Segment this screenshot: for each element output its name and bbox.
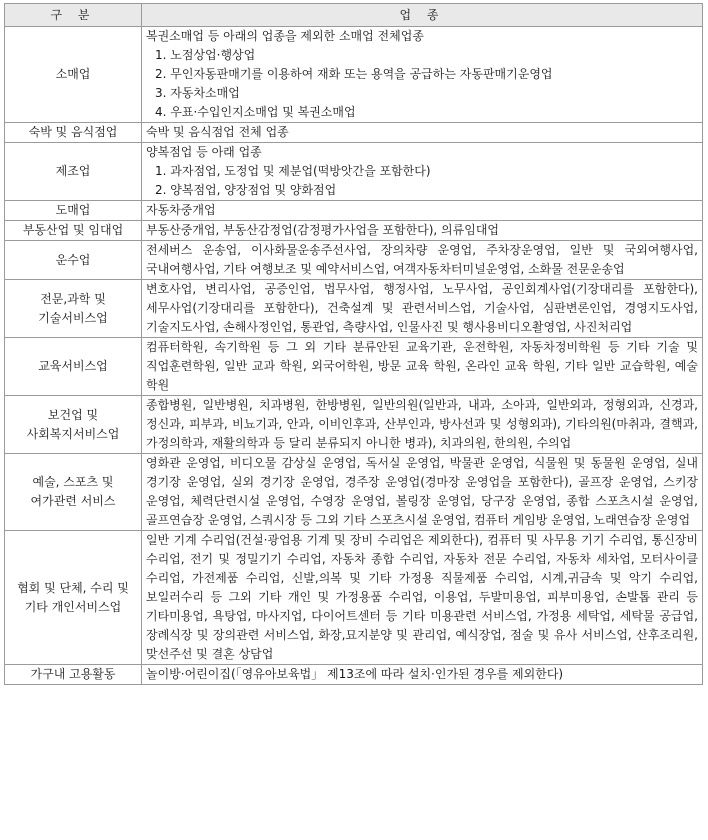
category-cell [5,665,142,685]
category-label: 전문,과학 및 [40,291,106,306]
industry-text: 전세버스 운송업, 이사화물운송주선사업, 장의차량 운영업, 주차장운영업, 일반 및 국외여행사업, 국내여행사업, 기타 여행보조 및 예약서비스업, 여객자동차터미널운영업, 소화물 전문운송업 [146,243,698,276]
table-row [5,221,703,241]
industry-cell [142,531,703,665]
business-type-table [4,3,703,685]
industry-item: 1. 노점상업·행상업 [155,48,256,62]
table-row [5,27,703,123]
industry-text: 영화관 운영업, 비디오물 감상실 운영업, 독서실 운영업, 박물관 운영업, 식물원 및 동물원 운영업, 실내 경기장 운영업, 실외 경기장 운영업, 경주장 운영업(경마장 운영업을 포함한다), 골프장 운영업, 스키장 운영업, 체력단련시설 운영업, 수영장 운영업, 볼링장 운영업, 당구장 운영업, 종합 스포츠시설 운영업, 골프연습장 운영업, 스쿼시장 등 그외 기타 스포츠시설 운영업, 컴퓨터 게임방 운영업, 노래연습장 운영업 [146,456,698,527]
category-cell [5,241,142,280]
category-label: 숙박 및 음식점업 [28,125,118,139]
industry-intro: 복권소매업 등 아래의 업종을 제외한 소매업 전체업종 [146,29,424,43]
industry-cell [142,27,703,123]
industry-item: 1. 과자점업, 도정업 및 제분업(떡방앗간을 포함한다) [155,164,431,178]
category-label: 보건업 및 [47,407,99,422]
table-row [5,338,703,396]
category-label: 운수업 [55,252,91,267]
category-label: 예술, 스포츠 및 [32,475,114,489]
category-cell [5,338,142,396]
industry-item: 2. 양복점업, 양장점업 및 양화점업 [155,183,337,197]
category-cell [5,221,142,241]
category-label: 기술서비스업 [38,310,108,325]
table-row [5,280,703,338]
category-label: 협회 및 단체, 수리 및 [17,580,129,595]
industry-text: 부동산중개업, 부동산감정업(감정평가사업을 포함한다), 의류임대업 [146,223,500,237]
category-cell [5,201,142,221]
table-row [5,454,703,531]
category-cell [5,143,142,201]
table-row [5,396,703,454]
industry-intro: 양복점업 등 아래 업종 [146,145,262,159]
industry-text: 자동차중개업 [146,203,216,217]
category-cell [5,280,142,338]
industry-text: 놀이방·어린이집(「영유아보육법」 제13조에 따라 설치·인가된 경우를 제외한다) [146,667,564,681]
industry-cell [142,454,703,531]
industry-item: 4. 우표·수입인지소매업 및 복권소매업 [155,105,356,119]
table-row [5,241,703,280]
industry-item: 2. 무인자동판매기를 이용하여 재화 또는 용역을 공급하는 자동판매기운영업 [155,67,553,81]
industry-cell [142,201,703,221]
category-label: 교육서비스업 [38,359,108,373]
table-header-row [5,4,703,27]
category-label: 부동산업 및 임대업 [22,223,124,237]
industry-cell [142,396,703,454]
industry-cell [142,665,703,685]
industry-text: 일반 기계 수리업(건설·광업용 기계 및 장비 수리업은 제외한다), 컴퓨터 및 사무용 기기 수리업, 통신장비 수리업, 전기 및 정밀기기 수리업, 자동차 종합 수리업, 자동차 전문 수리업, 자동차 세차업, 모터사이클 수리업, 가전제품 수리업, 신발,의복 및 기타 가정용 직물제품 수리업, 시계,귀금속 및 악기 수리업, 보일러수리 등 그외 기타 개인 및 가정용품 수리업, 이용업, 두발미용업, 피부미용업, 손발톱 관리 등 기타미용업, 욕탕업, 마사지업, 다이어트센터 등 기타 미용관련 서비스업, 가정용 세탁업, 세탁물 공급업, 장례식장 및 장의관련 서비스업, 화장,묘지분양 및 관리업, 예식장업, 점술 및 유사 서비스업, 산후조리원, 맞선주선 및 결혼 상담업 [146,533,698,661]
header-category: 구 분 [5,4,142,27]
category-label: 도매업 [55,203,91,217]
category-label: 제조업 [55,164,91,178]
category-cell [5,123,142,143]
industry-text: 변호사업, 변리사업, 공증인업, 법무사업, 행정사업, 노무사업, 공인회계사업(기장대리를 포함한다), 세무사업(기장대리를 포함한다), 건축설계 및 관련서비스업, 기술사업, 심판변론인업, 경영지도사업, 기술지도사업, 손해사정인업, 통관업, 측량사업, 인물사진 및 행사용비디오촬영업, 사진처리업 [146,282,698,334]
category-cell [5,531,142,665]
industry-cell [142,221,703,241]
category-cell [5,454,142,531]
industry-cell [142,241,703,280]
category-label: 기타 개인서비스업 [24,599,122,614]
industry-cell [142,338,703,396]
table-row [5,665,703,685]
industry-cell [142,143,703,201]
category-cell [5,27,142,123]
industry-item: 3. 자동차소매업 [155,86,240,100]
table-row [5,531,703,665]
industry-cell [142,280,703,338]
category-label: 소매업 [55,67,91,81]
category-label: 사회복지서비스업 [26,426,120,441]
category-cell [5,396,142,454]
header-industry: 업 종 [142,4,703,27]
category-label: 여가관련 서비스 [30,494,116,508]
industry-text: 종합병원, 일반병원, 치과병원, 한방병원, 일반의원(일반과, 내과, 소아과, 일반외과, 정형외과, 신경과, 정신과, 피부과, 비뇨기과, 안과, 이비인후과, 산부인과, 방사선과 및 성형외과), 기타의원(마취과, 결핵과, 가정의학과, 재활의학과 등 달리 분류되지 아니한 병과), 치과의원, 한의원, 수의업 [146,398,698,450]
table-row [5,143,703,201]
industry-text: 컴퓨터학원, 속기학원 등 그 외 기타 분류안된 교육기관, 운전학원, 자동차정비학원 등 기타 기술 및 직업훈련학원, 일반 교과 학원, 외국어학원, 방문 교육 학원, 온라인 교육 학원, 기타 일반 교습학원, 예술 학원 [146,340,698,392]
table-row [5,123,703,143]
industry-cell [142,123,703,143]
category-label: 가구내 고용활동 [30,667,116,681]
table-row [5,201,703,221]
industry-text: 숙박 및 음식점업 전체 업종 [146,125,289,139]
